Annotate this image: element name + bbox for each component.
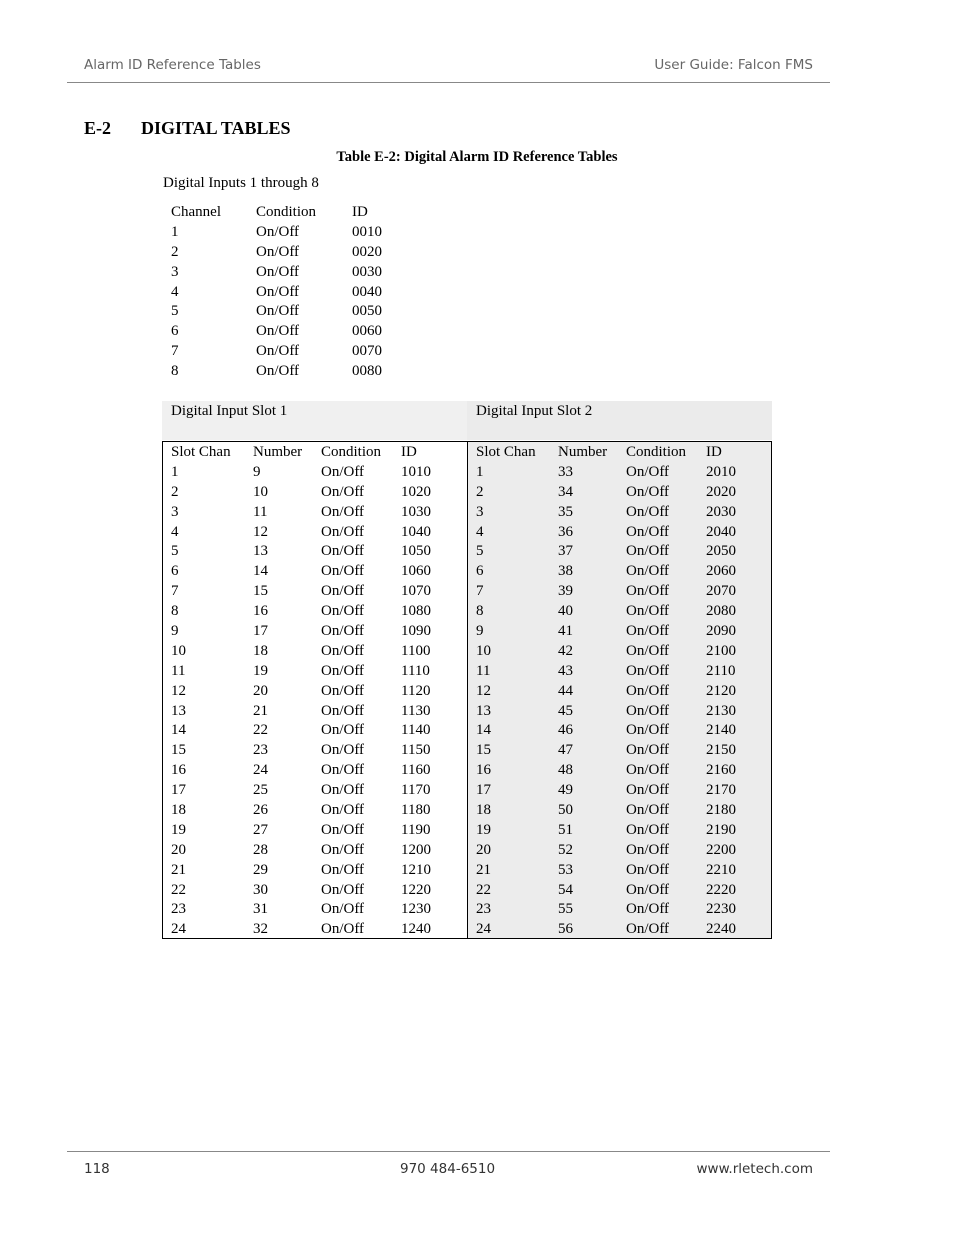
table-cell: On/Off <box>321 821 365 838</box>
table-cell: 1200 <box>401 841 431 858</box>
table-cell: On/Off <box>626 881 670 898</box>
table-cell: 16 <box>253 603 268 620</box>
table-cell: On/Off <box>256 343 300 360</box>
table-cell: On/Off <box>321 662 365 679</box>
table-cell: 31 <box>253 901 268 918</box>
table-cell: 52 <box>558 841 573 858</box>
table-cell: 24 <box>171 921 186 938</box>
table-cell: On/Off <box>626 563 670 580</box>
table-caption: Table E-2: Digital Alarm ID Reference Tables <box>336 149 618 165</box>
table-cell: 25 <box>253 782 268 799</box>
table-cell: 40 <box>558 603 573 620</box>
table-row <box>468 920 771 940</box>
table-cell: On/Off <box>626 463 670 480</box>
table-cell: On/Off <box>321 682 365 699</box>
table-cell: 23 <box>476 901 491 918</box>
table-cell: 38 <box>558 563 573 580</box>
table-cell: Slot Chan <box>171 444 231 460</box>
header-left: Alarm ID Reference Tables <box>84 57 261 73</box>
table-cell: 3 <box>171 263 179 280</box>
table-cell: 17 <box>476 782 491 799</box>
table-cell: 2100 <box>706 642 736 659</box>
table-row <box>163 900 467 920</box>
table-cell: 45 <box>558 702 573 719</box>
table-cell: 1170 <box>401 782 431 799</box>
table-cell: 7 <box>171 583 179 600</box>
table-cell: 2030 <box>706 503 736 520</box>
table-cell: 53 <box>558 861 573 878</box>
table-cell: 8 <box>476 603 484 620</box>
table-cell: 14 <box>171 722 186 739</box>
table-cell: ID <box>352 204 368 220</box>
table-cell: 2070 <box>706 583 736 600</box>
table-cell: On/Off <box>626 543 670 560</box>
table-row <box>468 761 771 781</box>
table-cell: 55 <box>558 901 573 918</box>
table-cell: 8 <box>171 603 179 620</box>
table-cell: 2210 <box>706 861 736 878</box>
table-cell: 1100 <box>401 642 431 659</box>
table-cell: On/Off <box>321 802 365 819</box>
table-row <box>468 861 771 881</box>
table-cell: On/Off <box>626 802 670 819</box>
slot2-label: Digital Input Slot 2 <box>476 403 593 419</box>
table-row <box>468 881 771 901</box>
table-row <box>163 721 467 741</box>
table-cell: 56 <box>558 921 573 938</box>
table-cell: On/Off <box>626 861 670 878</box>
table-cell: On/Off <box>321 483 365 500</box>
table-cell: 49 <box>558 782 573 799</box>
table-cell: 2010 <box>706 463 736 480</box>
table-cell: 2200 <box>706 841 736 858</box>
table-cell: On/Off <box>321 901 365 918</box>
table-cell: 21 <box>253 702 268 719</box>
table-cell: On/Off <box>626 901 670 918</box>
table-cell: 24 <box>253 762 268 779</box>
table-cell: On/Off <box>321 742 365 759</box>
table-cell: 46 <box>558 722 573 739</box>
table-cell: 6 <box>171 563 179 580</box>
slot-tables <box>162 441 772 939</box>
table-cell: On/Off <box>321 702 365 719</box>
table-cell: 12 <box>476 682 491 699</box>
table-cell: On/Off <box>626 603 670 620</box>
table-cell: 10 <box>476 642 491 659</box>
table-cell: Condition <box>256 204 317 220</box>
table-cell: 32 <box>253 921 268 938</box>
table-cell: On/Off <box>626 682 670 699</box>
table-cell: 2090 <box>706 623 736 640</box>
table-cell: 17 <box>171 782 186 799</box>
intro-text: Digital Inputs 1 through 8 <box>163 175 319 191</box>
table-cell: 1140 <box>401 722 431 739</box>
table-cell: 26 <box>253 802 268 819</box>
table-cell: On/Off <box>626 523 670 540</box>
table-cell: On/Off <box>321 762 365 779</box>
table-cell: 2 <box>171 243 179 260</box>
table-row <box>163 741 467 761</box>
table-cell: 41 <box>558 623 573 640</box>
table-cell: On/Off <box>626 662 670 679</box>
table-cell: 2140 <box>706 722 736 739</box>
table-cell: 1230 <box>401 901 431 918</box>
table-row <box>163 503 467 523</box>
table-cell: 0060 <box>352 323 382 340</box>
table-cell: On/Off <box>321 921 365 938</box>
table-cell: 9 <box>476 623 484 640</box>
table-row <box>468 642 771 662</box>
table-cell: 2130 <box>706 702 736 719</box>
table-row <box>468 682 771 702</box>
table-cell: Slot Chan <box>476 444 536 460</box>
table-cell: On/Off <box>256 283 300 300</box>
table-cell: 8 <box>171 363 179 380</box>
table-row <box>163 861 467 881</box>
table-cell: 36 <box>558 523 573 540</box>
table-row <box>468 483 771 503</box>
table-row <box>163 602 467 622</box>
table-cell: 0050 <box>352 303 382 320</box>
table-cell: On/Off <box>256 223 300 240</box>
table-cell: 47 <box>558 742 573 759</box>
table-cell: 13 <box>253 543 268 560</box>
table-cell: 5 <box>171 543 179 560</box>
table-cell: 16 <box>476 762 491 779</box>
table-row <box>468 801 771 821</box>
table-cell: 2 <box>476 483 484 500</box>
table-cell: 2110 <box>706 662 736 679</box>
table-cell: Channel <box>171 204 221 220</box>
table-cell: 1130 <box>401 702 431 719</box>
table-header-row <box>163 443 467 463</box>
table-cell: On/Off <box>626 921 670 938</box>
table-cell: 10 <box>253 483 268 500</box>
table-cell: 5 <box>171 303 179 320</box>
table-cell: 2020 <box>706 483 736 500</box>
table-cell: On/Off <box>321 782 365 799</box>
table-cell: 0020 <box>352 243 382 260</box>
table-cell: 18 <box>171 802 186 819</box>
table-cell: Number <box>253 444 303 460</box>
table-row <box>163 821 467 841</box>
table-cell: On/Off <box>256 263 300 280</box>
table-cell: 14 <box>476 722 491 739</box>
table-cell: 21 <box>476 861 491 878</box>
table-row <box>163 542 467 562</box>
table-cell: 2180 <box>706 802 736 819</box>
table-cell: 9 <box>253 463 261 480</box>
table-cell: 2190 <box>706 821 736 838</box>
section-title: DIGITAL TABLES <box>141 118 291 138</box>
table-cell: 2170 <box>706 782 736 799</box>
table-cell: 17 <box>253 623 268 640</box>
table-cell: 29 <box>253 861 268 878</box>
slot1-table <box>163 442 468 938</box>
table-cell: 6 <box>476 563 484 580</box>
table-cell: 50 <box>558 802 573 819</box>
table-cell: 1120 <box>401 682 431 699</box>
footer-phone: 970 484-6510 <box>400 1161 496 1177</box>
table-cell: Condition <box>321 444 382 460</box>
table-cell: 1030 <box>401 503 431 520</box>
table-cell: On/Off <box>321 543 365 560</box>
table-row <box>163 523 467 543</box>
table-row <box>163 662 467 682</box>
table-cell: 3 <box>171 503 179 520</box>
header-divider <box>67 82 830 83</box>
table-cell: On/Off <box>321 563 365 580</box>
table-row <box>468 542 771 562</box>
table-cell: 27 <box>253 821 268 838</box>
table-row <box>468 702 771 722</box>
table-cell: 11 <box>253 503 268 520</box>
table-cell: On/Off <box>626 782 670 799</box>
table-cell: 22 <box>171 881 186 898</box>
table-row <box>163 841 467 861</box>
table-cell: 43 <box>558 662 573 679</box>
table-row <box>468 582 771 602</box>
table-cell: 13 <box>476 702 491 719</box>
table-cell: 22 <box>253 722 268 739</box>
table-cell: 15 <box>476 742 491 759</box>
table-cell: 0080 <box>352 363 382 380</box>
footer-divider <box>67 1151 830 1152</box>
table-cell: 51 <box>558 821 573 838</box>
table-cell: 12 <box>171 682 186 699</box>
table-cell: 1010 <box>401 463 431 480</box>
table-row <box>163 920 467 940</box>
table-cell: 5 <box>476 543 484 560</box>
table-cell: 18 <box>476 802 491 819</box>
table-cell: 33 <box>558 463 573 480</box>
table-row <box>163 801 467 821</box>
table-cell: 23 <box>253 742 268 759</box>
table-cell: On/Off <box>256 363 300 380</box>
table-row <box>163 582 467 602</box>
table-cell: On/Off <box>321 623 365 640</box>
table-cell: On/Off <box>321 523 365 540</box>
table-cell: 10 <box>171 642 186 659</box>
table-cell: On/Off <box>321 841 365 858</box>
table-cell: 39 <box>558 583 573 600</box>
table-cell: On/Off <box>321 642 365 659</box>
table-cell: On/Off <box>626 742 670 759</box>
table-cell: On/Off <box>321 583 365 600</box>
table-cell: On/Off <box>321 881 365 898</box>
table-cell: 0070 <box>352 343 382 360</box>
table-cell: On/Off <box>256 243 300 260</box>
table-row <box>468 662 771 682</box>
table-cell: 24 <box>476 921 491 938</box>
table-row <box>163 761 467 781</box>
table-cell: 16 <box>171 762 186 779</box>
table-cell: 20 <box>253 682 268 699</box>
table-cell: 14 <box>253 563 268 580</box>
table-cell: 1150 <box>401 742 431 759</box>
table-cell: 19 <box>476 821 491 838</box>
table-cell: 11 <box>476 662 491 679</box>
table-cell: On/Off <box>626 483 670 500</box>
footer-url: www.rletech.com <box>696 1161 813 1177</box>
table-cell: 2230 <box>706 901 736 918</box>
table-cell: On/Off <box>626 762 670 779</box>
table-row <box>468 602 771 622</box>
table-cell: 1110 <box>401 662 430 679</box>
slot1-label: Digital Input Slot 1 <box>171 403 288 419</box>
header-right: User Guide: Falcon FMS <box>654 57 813 73</box>
table-cell: On/Off <box>626 821 670 838</box>
table-cell: On/Off <box>626 841 670 858</box>
table-cell: 6 <box>171 323 179 340</box>
table-header-row <box>468 443 771 463</box>
section-number: E-2 <box>84 118 111 138</box>
table-row <box>468 841 771 861</box>
table-cell: 54 <box>558 881 573 898</box>
table-cell: ID <box>401 444 417 460</box>
table-cell: On/Off <box>256 323 300 340</box>
table-cell: 1020 <box>401 483 431 500</box>
table-row <box>163 483 467 503</box>
table-cell: On/Off <box>321 503 365 520</box>
table-row <box>468 721 771 741</box>
table-cell: 1050 <box>401 543 431 560</box>
table-cell: 1060 <box>401 563 431 580</box>
table-cell: 21 <box>171 861 186 878</box>
table-cell: 2220 <box>706 881 736 898</box>
page-number: 118 <box>84 1161 110 1177</box>
table-cell: 44 <box>558 682 573 699</box>
table-cell: On/Off <box>626 702 670 719</box>
table-row <box>163 642 467 662</box>
table-cell: 2060 <box>706 563 736 580</box>
table-row <box>163 622 467 642</box>
table-row <box>468 463 771 483</box>
table-cell: 2080 <box>706 603 736 620</box>
table-cell: 2050 <box>706 543 736 560</box>
table-cell: 0040 <box>352 283 382 300</box>
table-row <box>163 463 467 483</box>
table-cell: 2 <box>171 483 179 500</box>
table-cell: 1 <box>171 463 179 480</box>
table-row <box>468 523 771 543</box>
table-cell: 48 <box>558 762 573 779</box>
slot2-table <box>468 442 771 938</box>
table-cell: 1210 <box>401 861 431 878</box>
table-cell: On/Off <box>626 583 670 600</box>
table-row <box>468 622 771 642</box>
table-cell: 4 <box>171 523 179 540</box>
table-row <box>468 741 771 761</box>
table-cell: 13 <box>171 702 186 719</box>
table-row <box>468 503 771 523</box>
table-cell: 18 <box>253 642 268 659</box>
table-cell: 1070 <box>401 583 431 600</box>
table-cell: 28 <box>253 841 268 858</box>
table-cell: 2120 <box>706 682 736 699</box>
table-cell: On/Off <box>626 503 670 520</box>
table-row <box>468 781 771 801</box>
table-cell: 20 <box>171 841 186 858</box>
table-cell: 34 <box>558 483 573 500</box>
table-cell: 11 <box>171 662 186 679</box>
table-row <box>163 881 467 901</box>
table-cell: 4 <box>171 283 179 300</box>
table-row <box>163 781 467 801</box>
table-cell: On/Off <box>321 603 365 620</box>
table-cell: 1080 <box>401 603 431 620</box>
table-cell: 15 <box>171 742 186 759</box>
table-row <box>163 562 467 582</box>
table-cell: 23 <box>171 901 186 918</box>
table-row <box>163 702 467 722</box>
table-cell: Number <box>558 444 608 460</box>
table-cell: 2150 <box>706 742 736 759</box>
table-cell: 1240 <box>401 921 431 938</box>
table-cell: 0010 <box>352 223 382 240</box>
table-cell: 2240 <box>706 921 736 938</box>
table-cell: 1160 <box>401 762 431 779</box>
table-cell: 2160 <box>706 762 736 779</box>
table-cell: 1180 <box>401 802 431 819</box>
table-cell: 1 <box>171 223 179 240</box>
table-cell: On/Off <box>256 303 300 320</box>
table-cell: 22 <box>476 881 491 898</box>
table-cell: On/Off <box>626 623 670 640</box>
table-row <box>468 900 771 920</box>
table-cell: 42 <box>558 642 573 659</box>
table-cell: 1190 <box>401 821 431 838</box>
table-row <box>468 821 771 841</box>
table-cell: 37 <box>558 543 573 560</box>
table-cell: 1220 <box>401 881 431 898</box>
table-cell: 9 <box>171 623 179 640</box>
table-cell: On/Off <box>321 722 365 739</box>
table-cell: 15 <box>253 583 268 600</box>
table-cell: 0030 <box>352 263 382 280</box>
table-cell: Condition <box>626 444 687 460</box>
table-cell: 7 <box>476 583 484 600</box>
table-cell: ID <box>706 444 722 460</box>
table-cell: 20 <box>476 841 491 858</box>
table-row <box>468 562 771 582</box>
table-cell: On/Off <box>321 463 365 480</box>
table-cell: 1040 <box>401 523 431 540</box>
table-cell: On/Off <box>626 722 670 739</box>
table-cell: 30 <box>253 881 268 898</box>
table-cell: 1 <box>476 463 484 480</box>
table-cell: 4 <box>476 523 484 540</box>
table-cell: 19 <box>253 662 268 679</box>
table-cell: 35 <box>558 503 573 520</box>
table-row <box>163 682 467 702</box>
table-cell: 2040 <box>706 523 736 540</box>
table-cell: 12 <box>253 523 268 540</box>
table-cell: 19 <box>171 821 186 838</box>
table-cell: On/Off <box>321 861 365 878</box>
table-cell: On/Off <box>626 642 670 659</box>
table-cell: 3 <box>476 503 484 520</box>
table-cell: 1090 <box>401 623 431 640</box>
table-cell: 7 <box>171 343 179 360</box>
